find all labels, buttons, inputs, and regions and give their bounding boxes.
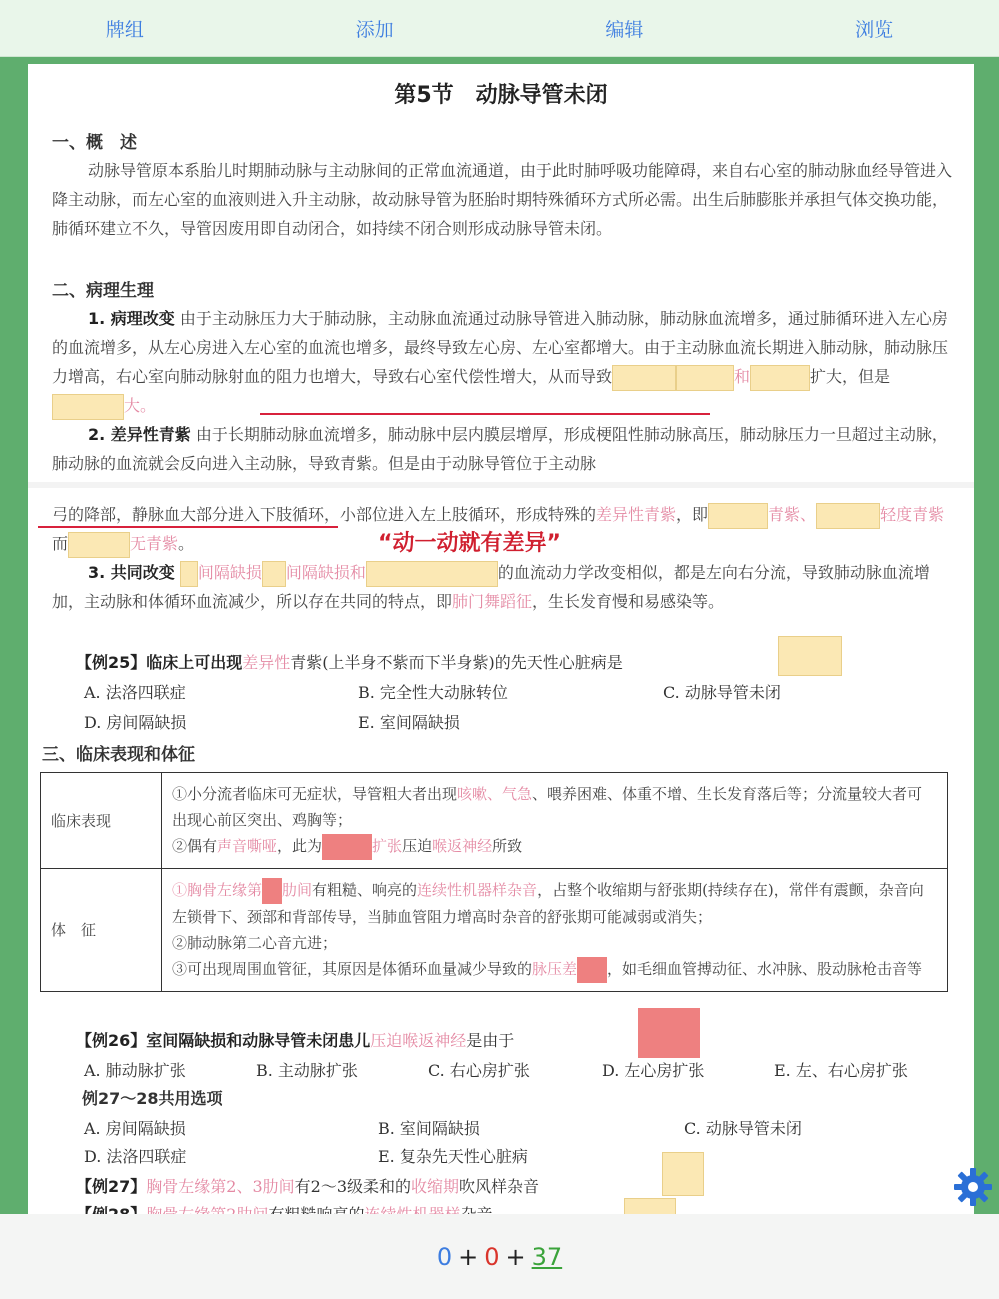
- pathology-paragraph: [52, 304, 952, 420]
- sign-location-term: ①胸骨左缘第: [172, 881, 263, 899]
- shared-option-e: E. 复杂先天性心脏病: [378, 1147, 528, 1166]
- signs-line1-a: 有粗糙、响亮的: [312, 881, 418, 899]
- section1-heading: 一、概 述: [52, 133, 137, 153]
- tab-browse[interactable]: 浏览: [855, 18, 894, 41]
- shared-option-b: B. 室间隔缺损: [378, 1119, 480, 1138]
- septal-defect-term-1: 间隔缺损: [197, 563, 262, 582]
- shared-options-heading: 例27～28共用选项: [82, 1089, 223, 1108]
- er-text: 而: [52, 534, 69, 553]
- no-cyanosis-term: 无青紫: [130, 534, 179, 553]
- diff-cyanosis-term: 差异性青紫: [596, 505, 677, 524]
- example-26-stem: [76, 1028, 514, 1051]
- review-count: 37: [531, 1242, 563, 1271]
- section3-heading: 三、临床表现和体征: [42, 745, 195, 765]
- signs-line3-pre: ③可出现周围血管征，其原因是体循环血量减少导致的: [172, 960, 533, 978]
- recurrent-nerve-term: 喉返神经: [432, 837, 493, 855]
- common-change-tail: ，生长发育慢和易感染等。: [532, 592, 725, 611]
- symptoms-line2-pre: ②偶有: [172, 837, 218, 855]
- cloze-mask[interactable]: [577, 957, 607, 983]
- example-25-prefix: 【例25】临床上可出现: [76, 653, 243, 672]
- mild-cyanosis-term: 轻度青紫: [880, 505, 945, 524]
- symptoms-cell: [162, 773, 948, 869]
- symptoms-line1-pre: ①小分流者临床可无症状，导管粗大者出现: [172, 785, 458, 803]
- signs-cell: [162, 869, 948, 992]
- cyanosis-term: 青紫、: [768, 505, 817, 524]
- learn-count: 0: [484, 1242, 500, 1271]
- row-label-signs: 体 征: [41, 869, 162, 992]
- compress-text: 压迫: [402, 837, 433, 855]
- signs-line2: ②肺动脉第二心音亢进；: [172, 934, 338, 952]
- pathology-tail2: 大。: [124, 396, 157, 415]
- signs-line1-b: ，占整个收缩期与舒张期(持续存在)，常伴有震颤，杂音向左锁骨下、颈部和背部传导，当肺血管阻力增高时杂音的舒张期可能减弱或消失；: [172, 881, 924, 926]
- example-27-systolic: 收缩期: [411, 1177, 460, 1196]
- example-25-question: 青紫(上半身不紫而下半身紫)的先天性心脏病是: [290, 653, 623, 672]
- common-change-paragraph: [52, 558, 952, 616]
- row-label-symptoms: 临床表现: [41, 773, 162, 869]
- example-27-mid: 有2～3级柔和的: [294, 1177, 412, 1196]
- section1-paragraph: 动脉导管原本系胎儿时期肺动脉与主动脉间的正常血流通道，由于此时肺呼吸功能障碍，来自右心室的肺动脉血经导管进入降主动脉，而左心室的血液则进入升主动脉，故动脉导管为胚胎时期特殊循环方式所必需。出生后肺膨胀并承担气体交换功能，肺循环建立不久，导管因废用即自动闭合，如持续不闭合则形成动脉导管未闭。: [52, 161, 953, 238]
- pathology-label: 1. 病理改变: [88, 309, 175, 328]
- cloze-mask[interactable]: [322, 834, 372, 860]
- tab-decks[interactable]: 牌组: [105, 18, 144, 41]
- septal-defect-term-2: 间隔缺损和: [285, 563, 366, 582]
- example-27-location: 胸骨左缘第2、3肋间: [146, 1177, 295, 1196]
- machine-murmur-term: 连续性机器样杂音: [417, 881, 538, 899]
- dilation-term: 扩张: [372, 837, 403, 855]
- annotation-underline: [38, 526, 338, 528]
- hoarseness-term: 声音嘶哑: [217, 837, 278, 855]
- symptoms-keyword: 咳嗽、气急: [457, 785, 533, 803]
- example-26-option-a: A. 肺动脉扩张: [84, 1061, 186, 1080]
- example-26-question: 是由于: [466, 1031, 515, 1050]
- section2-heading: 二、病理生理: [52, 281, 154, 301]
- gear-icon[interactable]: [952, 1166, 994, 1208]
- example-25-stem: [76, 650, 623, 673]
- cloze-mask[interactable]: [366, 561, 498, 587]
- image-seam: [28, 482, 974, 488]
- top-nav-bar: [0, 0, 999, 57]
- example-26-option-b: B. 主动脉扩张: [256, 1061, 358, 1080]
- section1-text: [52, 156, 952, 243]
- cloze-mask[interactable]: [708, 503, 768, 529]
- hilar-dance-term: 肺门舞蹈征: [452, 592, 533, 611]
- pathology-text: 由于主动脉压力大于肺动脉，主动脉血流通过动脉导管进入肺动脉，肺动脉血流增多，通过肺循环进入左心房的血流增多，从左心房进入左心室的血流也增多，最终导致左心房、左心室都增大。由于主动脉血流长期进入肺动脉，肺动脉压力增高，右心室向肺动脉射血的阻力也增大，导致右心室代偿性增大，从而导致: [52, 309, 949, 386]
- and-text: 和: [734, 367, 751, 386]
- example-25-option-a: A. 法洛四联症: [84, 683, 186, 702]
- example-27-prefix: 【例27】: [76, 1177, 147, 1196]
- ji-text: ，即: [676, 505, 709, 524]
- common-change-label: 3. 共同改变: [88, 563, 175, 582]
- cloze-mask[interactable]: [676, 365, 734, 391]
- table-row: [41, 869, 948, 992]
- annotation-underline: [260, 413, 710, 415]
- shared-option-a: A. 房间隔缺损: [84, 1119, 186, 1138]
- tab-add[interactable]: 添加: [355, 18, 394, 41]
- cloze-mask[interactable]: [262, 561, 286, 587]
- cloze-mask[interactable]: [816, 503, 880, 529]
- cloze-mask[interactable]: [180, 561, 198, 587]
- cyanosis-label: 2. 差异性青紫: [88, 425, 191, 444]
- period-text: 。: [178, 534, 195, 553]
- example-25-option-c: C. 动脉导管未闭: [663, 683, 781, 702]
- pathology-tail1: 扩大，但是: [810, 367, 891, 386]
- card-content[interactable]: [28, 64, 974, 1224]
- symptoms-line2-post: 所致: [492, 837, 523, 855]
- cloze-mask[interactable]: [612, 365, 676, 391]
- example-27-question: 吹风样杂音: [459, 1177, 540, 1196]
- symptoms-line1-post: 、喂养困难、体重不增、生长发育落后等；分流量较大者可出现心前区突出、鸡胸等；: [172, 785, 923, 829]
- new-count: 0: [436, 1242, 453, 1271]
- common-change-text: 的血流动力学改变相似，都是左向右分流，导致肺动脉血流增加，主动脉和体循环血流减少，所以存在共同的特点，即: [52, 563, 930, 611]
- example-27-stem: [76, 1174, 539, 1197]
- clinical-table: [40, 772, 948, 992]
- cloze-mask[interactable]: [262, 878, 282, 904]
- shared-option-d: D. 法洛四联症: [84, 1147, 187, 1166]
- signs-line3-post: ，如毛细血管搏动征、水冲脉、股动脉枪击音等: [607, 960, 923, 978]
- intercostal-term: 肋间: [282, 881, 313, 899]
- example-26-option-c: C. 右心房扩张: [428, 1061, 530, 1080]
- due-count-bar[interactable]: [0, 1214, 999, 1299]
- pulse-pressure-term: 脉压差: [532, 960, 578, 978]
- example-27-answer-mask[interactable]: [662, 1152, 704, 1196]
- example-26-keyword: 压迫喉返神经: [370, 1031, 467, 1050]
- table-row: [41, 773, 948, 869]
- cloze-mask[interactable]: [68, 532, 130, 558]
- shared-option-c: C. 动脉导管未闭: [684, 1119, 802, 1138]
- example-25-option-d: D. 房间隔缺损: [84, 713, 187, 732]
- example-25-keyword: 差异性: [242, 653, 291, 672]
- example-26-answer-mask[interactable]: [638, 1008, 700, 1058]
- example-25-answer-mask[interactable]: [778, 636, 842, 676]
- cyanosis-text: 由于长期肺动脉血流增多，肺动脉中层内膜层增厚，形成梗阻性肺动脉高压，肺动脉压力一旦超过主动脉，肺动脉的血流就会反向进入主动脉，导致青紫。但是由于动脉导管位于主动脉: [52, 425, 948, 473]
- plus-sign: +: [458, 1242, 479, 1271]
- example-25-option-e: E. 室间隔缺损: [358, 713, 460, 732]
- example-26-prefix: 【例26】室间隔缺损和动脉导管未闭患儿: [76, 1031, 371, 1050]
- card-title: 第5节 动脉导管未闭: [394, 83, 608, 108]
- symptoms-line2-mid: ，此为: [277, 837, 323, 855]
- cloze-mask[interactable]: [750, 365, 810, 391]
- example-25-option-b: B. 完全性大动脉转位: [358, 683, 508, 702]
- cyanosis-paragraph: [52, 420, 952, 478]
- cyanosis-cont-text: 弓的降部，静脉血大部分进入下肢循环，小部位进入左上肢循环，形成特殊的: [52, 505, 597, 524]
- handwritten-note: “动一动就有差异”: [378, 531, 561, 556]
- tab-edit[interactable]: 编辑: [605, 18, 644, 41]
- example-26-option-d: D. 左心房扩张: [602, 1061, 705, 1080]
- cloze-mask[interactable]: [52, 394, 124, 420]
- example-26-option-e: E. 左、右心房扩张: [774, 1061, 908, 1080]
- plus-sign: +: [505, 1242, 526, 1271]
